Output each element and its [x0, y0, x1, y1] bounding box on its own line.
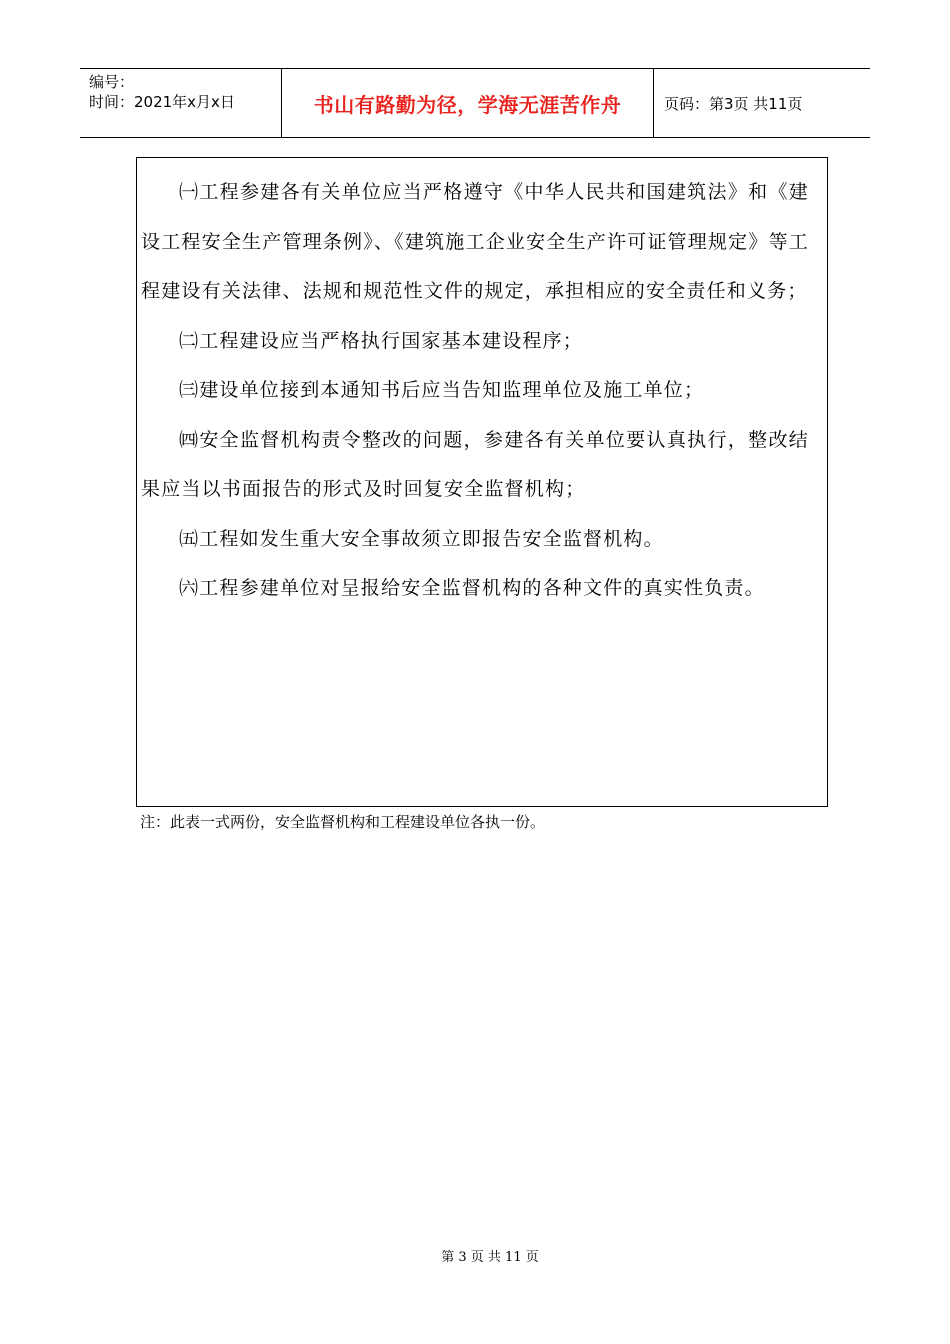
clause-3: ㈢建设单位接到本通知书后应当告知监理单位及施工单位；	[179, 379, 705, 401]
notice-content-box	[136, 157, 828, 807]
clause-1: ㈠工程参建各有关单位应当严格遵守《中华人民共和国建筑法》和《建设工程安全生产管理条例》、《建筑施工企业安全生产许可证管理规定》等工程建设有关法律、法规和规范性文件的规定，承担相应的安全责任和义务；	[141, 181, 809, 302]
clause-4: ㈣安全监督机构责令整改的问题，参建各有关单位要认真执行，整改结果应当以书面报告的形式及时回复安全监督机构；	[141, 428, 809, 500]
clause-2: ㈡工程建设应当严格执行国家基本建设程序；	[179, 329, 584, 352]
page-header	[80, 68, 870, 138]
document-number-label: 编号：	[89, 73, 135, 91]
form-note: 注：此表一式两份，安全监督机构和工程建设单位各执一份。	[140, 813, 546, 831]
header-meta	[80, 69, 282, 137]
document-time-label: 时间：2021年x月x日	[89, 93, 235, 111]
clause-6: ㈥工程参建单位对呈报给安全监督机构的各种文件的真实性负责。	[179, 577, 765, 599]
header-slogan: 书山有路勤为径，学海无涯苦作舟	[282, 69, 654, 137]
page-footer: 第 3 页 共 11 页	[441, 1250, 539, 1265]
header-page-info: 页码：第3页 共11页	[664, 94, 803, 113]
clause-5: ㈤工程如发生重大安全事故须立即报告安全监督机构。	[179, 527, 664, 550]
